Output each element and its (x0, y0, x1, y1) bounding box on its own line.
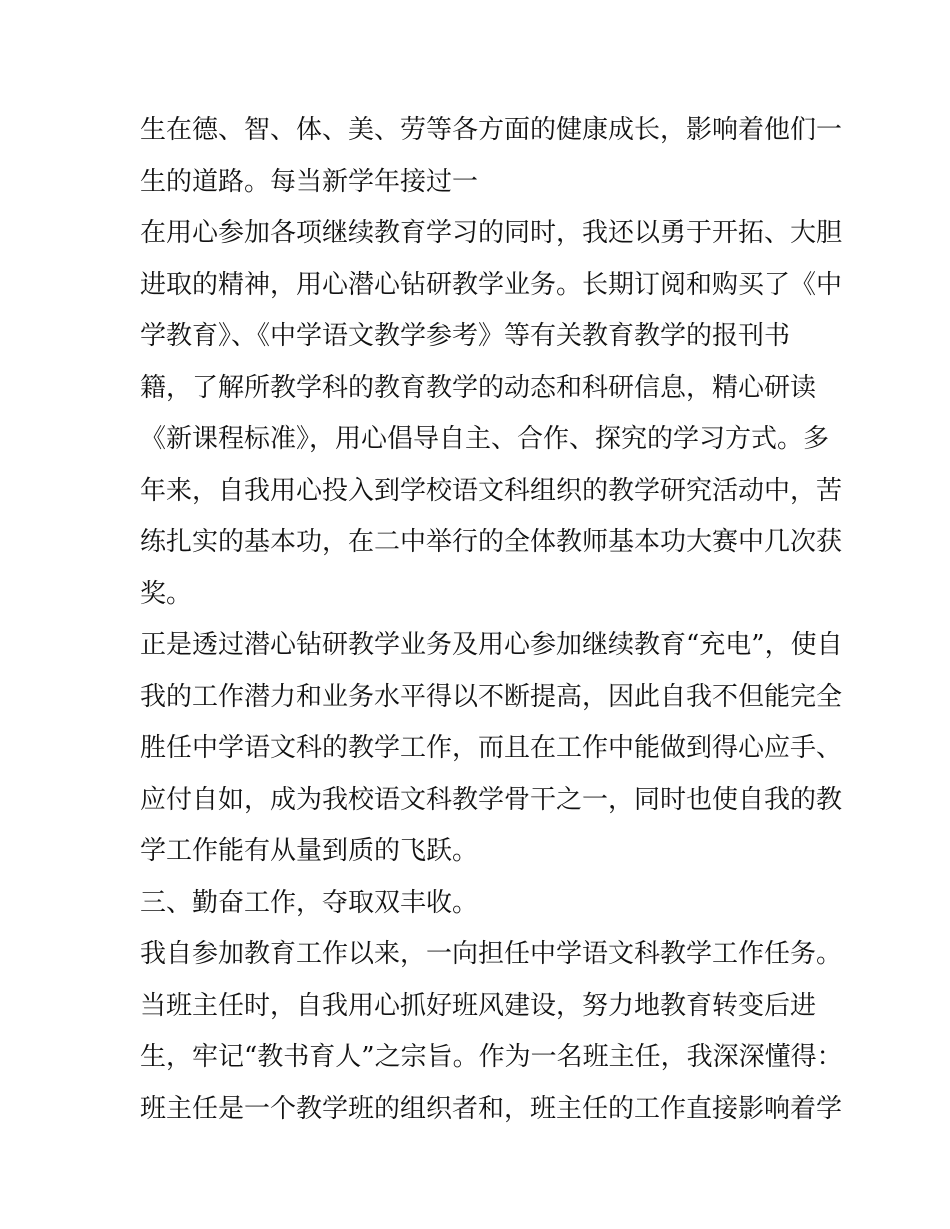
text-line: 籍，了解所教学科的教育教学的动态和科研信息，精心研读 (140, 372, 817, 403)
document-body (140, 105, 843, 1135)
section-heading: 三、勤奋工作，夺取双丰收。 (140, 887, 479, 918)
text-line: 学工作能有从量到质的飞跃。 (140, 836, 479, 866)
text-line: 应付自如，成为我校语文科教学骨干之一，同时也使自我的教 (140, 784, 843, 815)
text-line: 生，牢记“教书育人”之宗旨。作为一名班主任，我深深懂得： (140, 1042, 843, 1072)
text-line: 学教育》、《中学语文教学参考》等有关教育教学的报刊书 (140, 321, 791, 351)
text-line: 奖。 (140, 578, 193, 609)
text-line: 在用心参加各项继续教育学习的同时，我还以勇于开拓、大胆 (140, 218, 843, 248)
text-line: 我的工作潜力和业务水平得以不断提高，因此自我不但能完全 (140, 681, 843, 712)
text-line: 生的道路。每当新学年接过一 (140, 166, 479, 197)
text-line: 班主任是一个教学班的组织者和，班主任的工作直接影响着学 (140, 1093, 843, 1124)
text-line: 生在德、智、体、美、劳等各方面的健康成长，影响着他们一 (140, 115, 843, 145)
text-line: 《新课程标准》，用心倡导自主、合作、探究的学习方式。多 (140, 424, 830, 454)
text-line: 正是透过潜心钻研教学业务及用心参加继续教育“充电”，使自 (140, 630, 843, 660)
text-line: 练扎实的基本功，在二中举行的全体教师基本功大赛中几次获 (140, 527, 843, 557)
text-line: 年来，自我用心投入到学校语文科组织的教学研究活动中，苦 (140, 475, 843, 506)
text-line: 胜任中学语文科的教学工作，而且在工作中能做到得心应手、 (140, 733, 843, 763)
text-line: 当班主任时，自我用心抓好班风建设，努力地教育转变后进 (140, 990, 817, 1021)
text-line: 进取的精神，用心潜心钻研教学业务。长期订阅和购买了《中 (140, 269, 843, 300)
text-line: 我自参加教育工作以来，一向担任中学语文科教学工作任务。 (140, 939, 843, 969)
